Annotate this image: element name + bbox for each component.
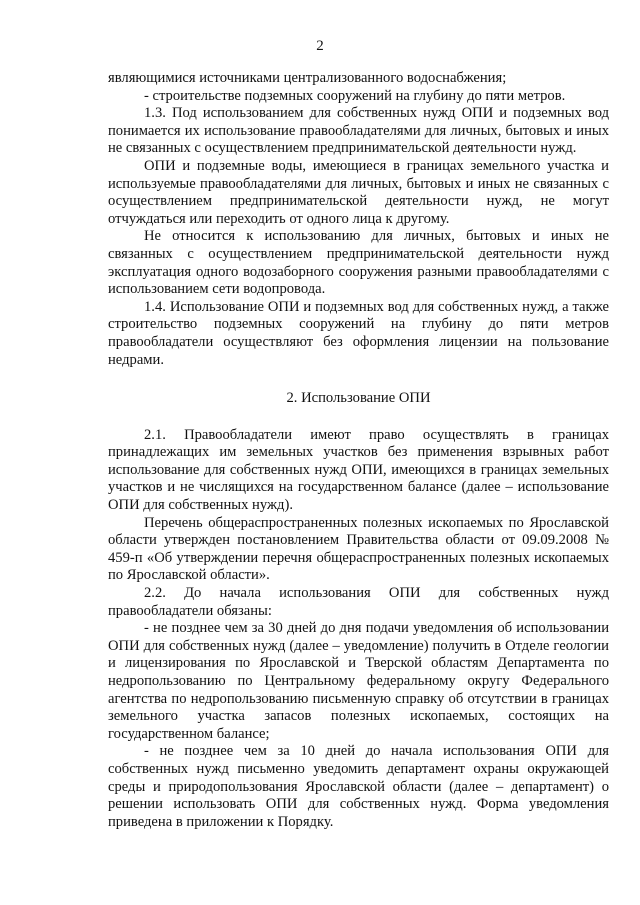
section-heading: 2. Использование ОПИ bbox=[286, 390, 431, 407]
paragraph-opi-alienation: ОПИ и подземные воды, имеющиеся в границах земельного участка и используемые правообладателями для личных, бытовых и иных не связанных с осуществлением предпринимательской деятельности нужд, не могут отчуждаться или переходить от одного лица к другому. bbox=[108, 157, 609, 227]
paragraph-1-4: 1.4. Использование ОПИ и подземных вод для собственных нужд, а также строительство подземных сооружений на глубину до пяти метров правообладатели осуществляют без оформления лицензии на пользование недрами. bbox=[108, 298, 609, 368]
paragraph-2-2: 2.2. До начала использования ОПИ для собственных нужд правообладатели обязаны: bbox=[108, 585, 609, 619]
paragraph-mineral-list: Перечень общераспространенных полезных ископаемых по Ярославской области утвержден постановлением Правительства области от 09.09.2008 № 459-п «Об утверждении перечня общераспространенных полезных ископаемых по Ярославской области». bbox=[108, 514, 609, 584]
paragraph-list-item: - строительстве подземных сооружений на глубину до пяти метров. bbox=[144, 87, 566, 104]
paragraph-obligation-certificate: - не позднее чем за 30 дней до дня подачи уведомления об использовании ОПИ для собственных нужд (далее – уведомление) получить в Отделе геологии и лицензирования по Ярославской и Тверской областям Департамента по недропользованию по Центральному федеральному округу Федерального агентства по недропользованию письменную справку об отсутствии в границах земельного участка запасов полезных ископаемых, состоящих на государственном балансе; bbox=[108, 620, 609, 742]
paragraph-not-personal-use: Не относится к использованию для личных, бытовых и иных не связанных с осуществлением предпринимательской деятельности нужд эксплуатация одного водозаборного сооружения разными правообладателями с использованием сети водопровода. bbox=[108, 228, 609, 298]
document-body bbox=[108, 70, 609, 831]
paragraph-2-1: 2.1. Правообладатели имеют право осуществлять в границах принадлежащих им земельных участков без применения взрывных работ использование для собственных нужд ОПИ, имеющихся в границах земельных участков и не числящихся на государственном балансе (далее – использование ОПИ для собственных нужд). bbox=[108, 426, 609, 514]
paragraph-continuation: являющимися источниками централизованного водоснабжения; bbox=[108, 70, 507, 86]
page-number: 2 bbox=[316, 38, 324, 54]
paragraph-obligation-notice: - не позднее чем за 10 дней до начала использования ОПИ для собственных нужд письменно уведомить департамент охраны окружающей среды и природопользования Ярославской области (далее – департамент) о решении использовать ОПИ для собственных нужд. Форма уведомления приведена в приложении к Порядку. bbox=[108, 743, 609, 830]
paragraph-1-3: 1.3. Под использованием для собственных нужд ОПИ и подземных вод понимается их использование правообладателями для личных, бытовых и иных не связанных с осуществлением предпринимательской деятельности нужд. bbox=[108, 105, 609, 157]
